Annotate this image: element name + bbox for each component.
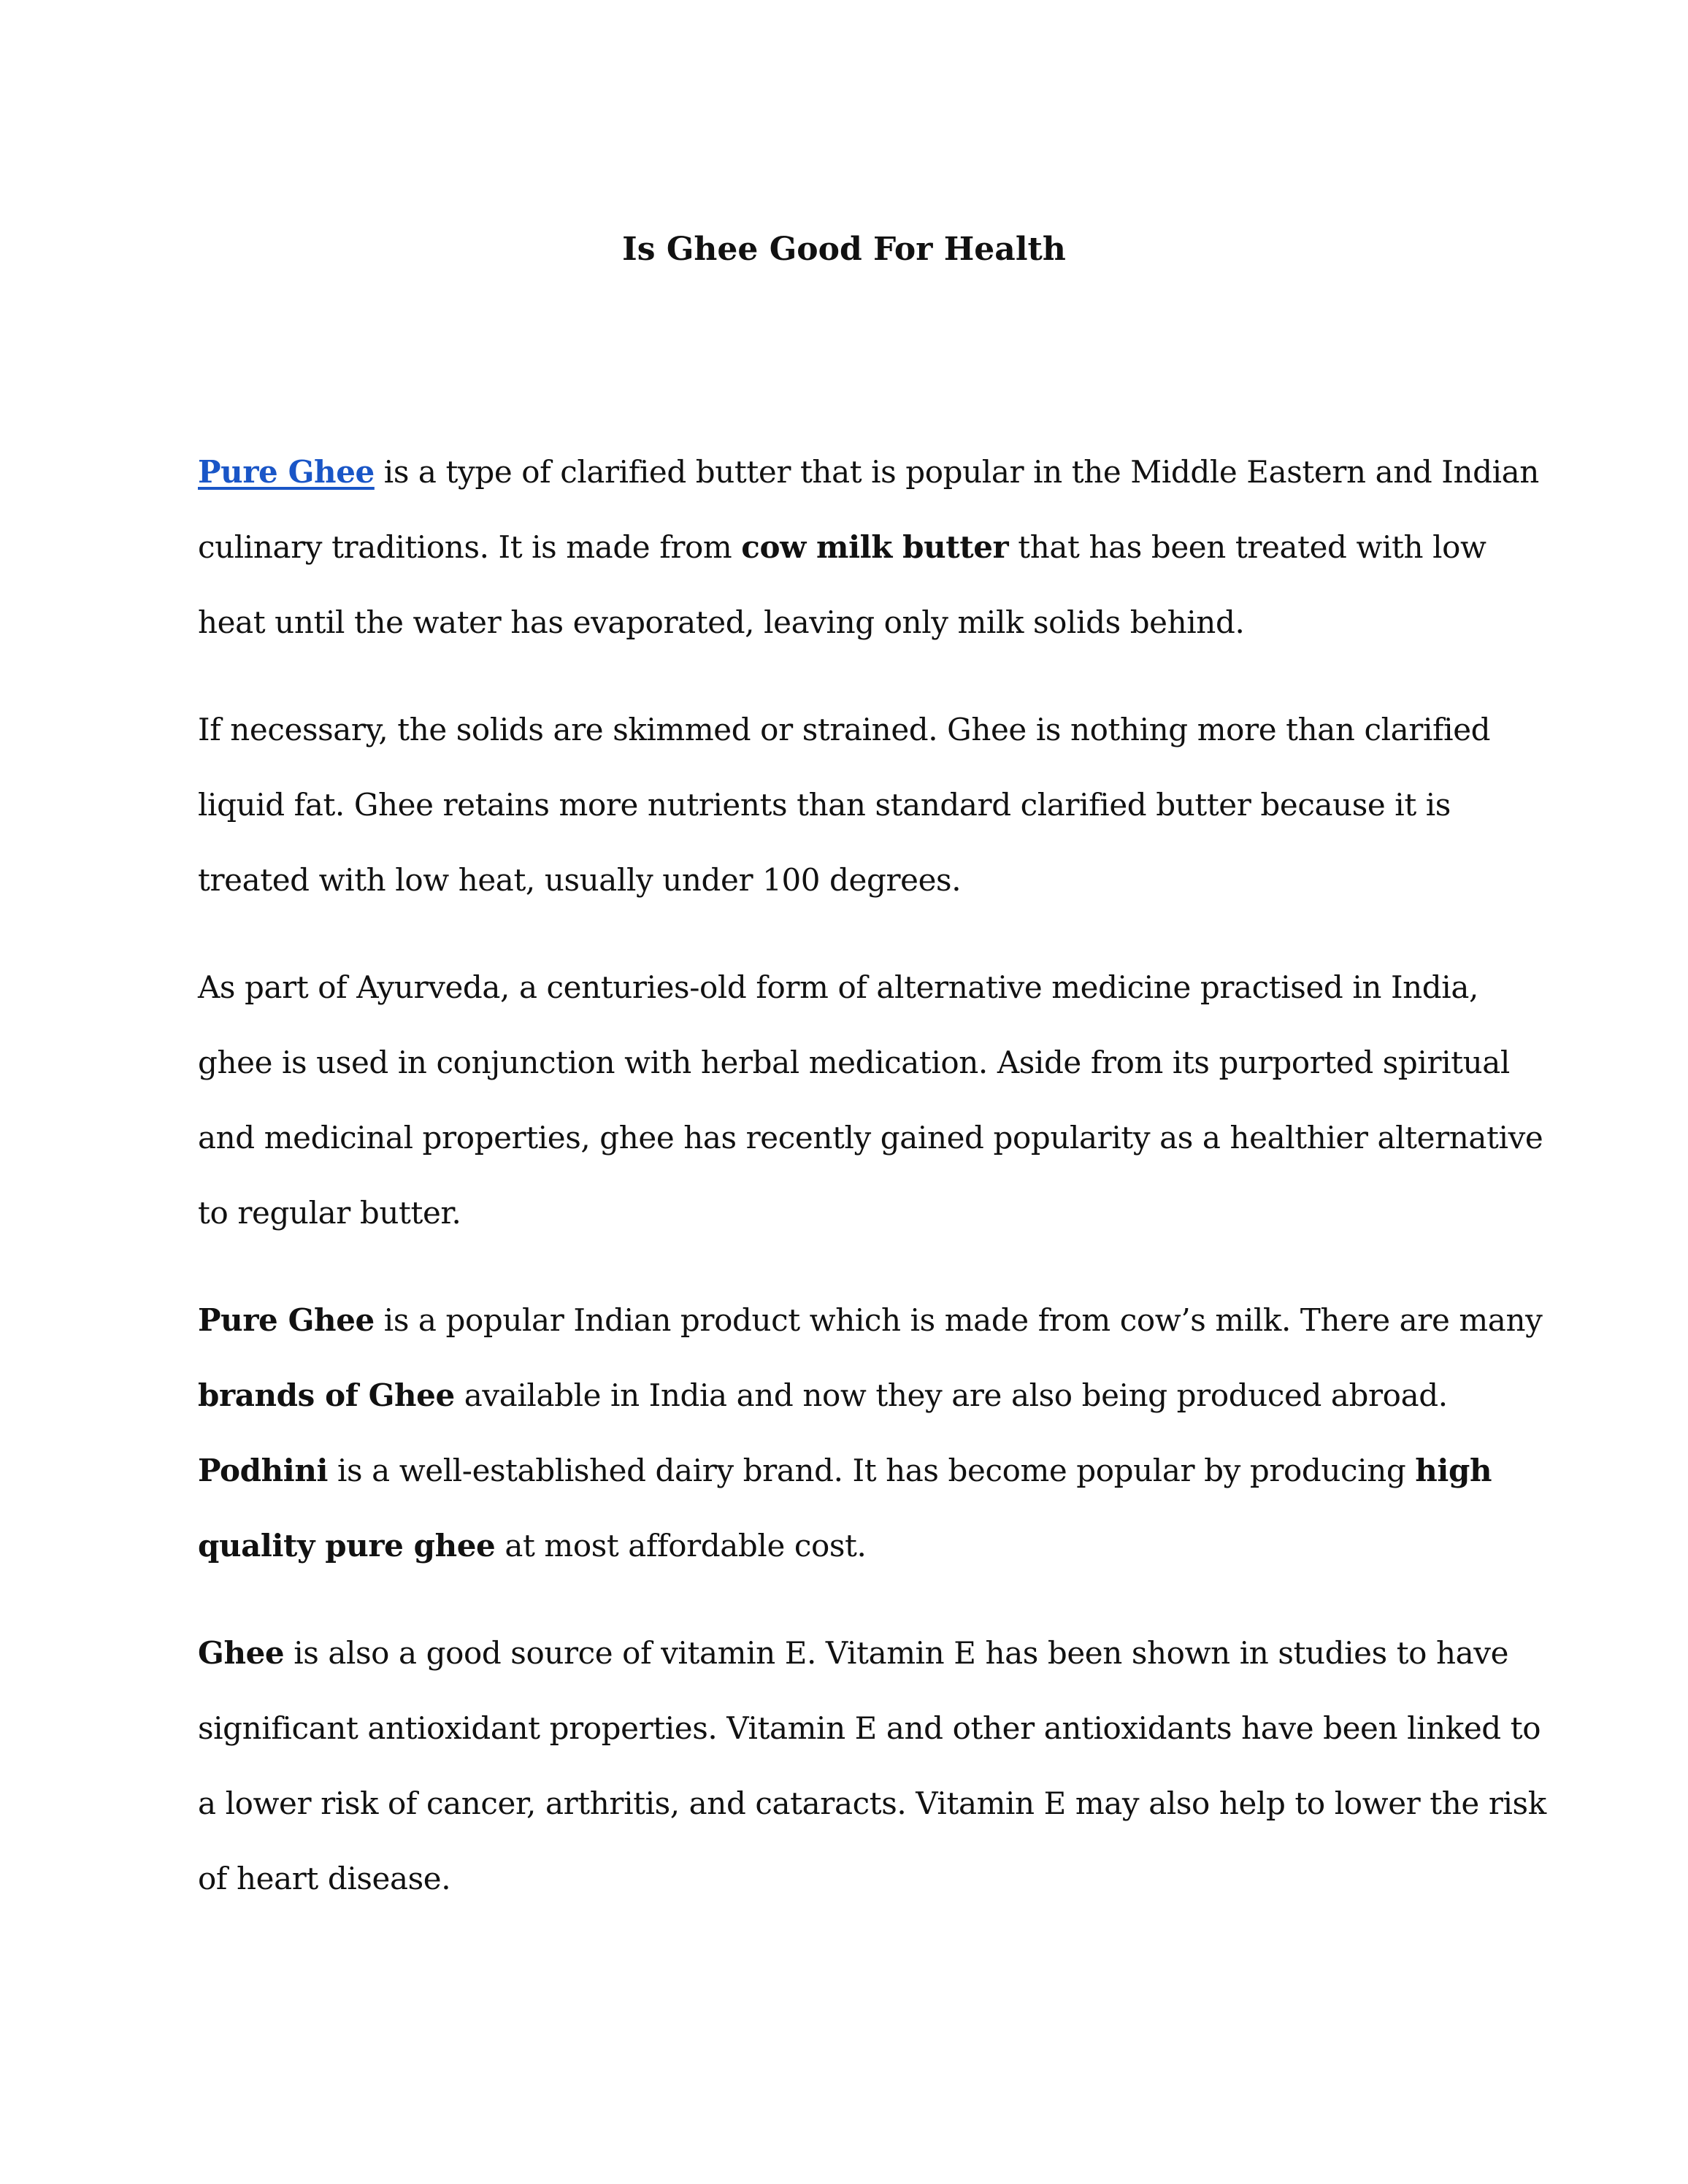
bold-text: Ghee xyxy=(198,1635,285,1671)
line-text: available in India and now they are also being produced abroad. xyxy=(454,1377,1448,1413)
document-title: Is Ghee Good For Health xyxy=(622,231,1066,268)
paragraph-line xyxy=(198,950,1505,1025)
paragraph-line xyxy=(198,434,1539,510)
line-text: liquid fat. Ghee retains more nutrients than standard clarified butter because it is xyxy=(198,787,1451,823)
paragraph-5 xyxy=(198,1615,1546,1916)
line-text: significant antioxidant properties. Vitamin E and other antioxidants have been linked to xyxy=(198,1710,1541,1746)
paragraph-line xyxy=(198,1100,1543,1175)
paragraph-line xyxy=(198,1766,1546,1841)
line-text: is a popular Indian product which is made from cow’s milk. There are many xyxy=(374,1302,1543,1338)
line-text: at most affordable cost. xyxy=(495,1528,867,1564)
document-body xyxy=(198,434,1546,1948)
bold-text: quality pure ghee xyxy=(198,1528,496,1564)
line-text: and medicinal properties, ghee has recently gained popularity as a healthier alternative xyxy=(198,1120,1543,1156)
line-text: ghee is used in conjunction with herbal medication. Aside from its purported spiritual xyxy=(198,1045,1510,1080)
bold-text: high xyxy=(1415,1453,1492,1488)
line-text: heat until the water has evaporated, leaving only milk solids behind. xyxy=(198,604,1245,640)
pure-ghee-link[interactable]: Pure Ghee xyxy=(198,454,375,490)
paragraph-line xyxy=(198,1691,1541,1766)
line-text: treated with low heat, usually under 100 degrees. xyxy=(198,862,962,898)
paragraph-line xyxy=(198,1508,1505,1583)
paragraph-line xyxy=(198,1615,1509,1691)
paragraph-2 xyxy=(198,692,1505,918)
paragraph-line xyxy=(198,767,1505,842)
paragraph-line xyxy=(198,1175,1505,1250)
line-text: that has been treated with low xyxy=(1008,529,1486,565)
line-text: to regular butter. xyxy=(198,1195,461,1231)
line-text: is also a good source of vitamin E. Vitamin E has been shown in studies to have xyxy=(284,1635,1509,1671)
paragraph-line xyxy=(198,1841,1505,1916)
line-text: As part of Ayurveda, a centuries-old form of alternative medicine practised in India, xyxy=(198,969,1478,1005)
line-text: culinary traditions. It is made from xyxy=(198,529,742,565)
line-text: is a well-established dairy brand. It has become popular by producing xyxy=(328,1453,1416,1488)
paragraph-line xyxy=(198,842,1505,918)
paragraph-line xyxy=(198,1358,1505,1433)
paragraph-line xyxy=(198,1025,1510,1100)
paragraph-line xyxy=(198,585,1505,660)
paragraph-line xyxy=(198,510,1505,585)
bold-text: brands of Ghee xyxy=(198,1377,455,1413)
line-text: is a type of clarified butter that is popular in the Middle Eastern and Indian xyxy=(374,454,1539,490)
line-text: If necessary, the solids are skimmed or strained. Ghee is nothing more than clarified xyxy=(198,712,1491,747)
bold-text: Podhini xyxy=(198,1453,329,1488)
paragraph-line xyxy=(198,1433,1505,1508)
bold-text: cow milk butter xyxy=(741,529,1009,565)
paragraph-1 xyxy=(198,434,1539,660)
paragraph-line xyxy=(198,1283,1543,1358)
line-text: of heart disease. xyxy=(198,1861,451,1896)
paragraph-line xyxy=(198,692,1505,767)
line-text: a lower risk of cancer, arthritis, and cataracts. Vitamin E may also help to lower the risk xyxy=(198,1785,1546,1821)
paragraph-3 xyxy=(198,950,1543,1250)
paragraph-4 xyxy=(198,1283,1543,1583)
bold-text: Pure Ghee xyxy=(198,1302,375,1338)
